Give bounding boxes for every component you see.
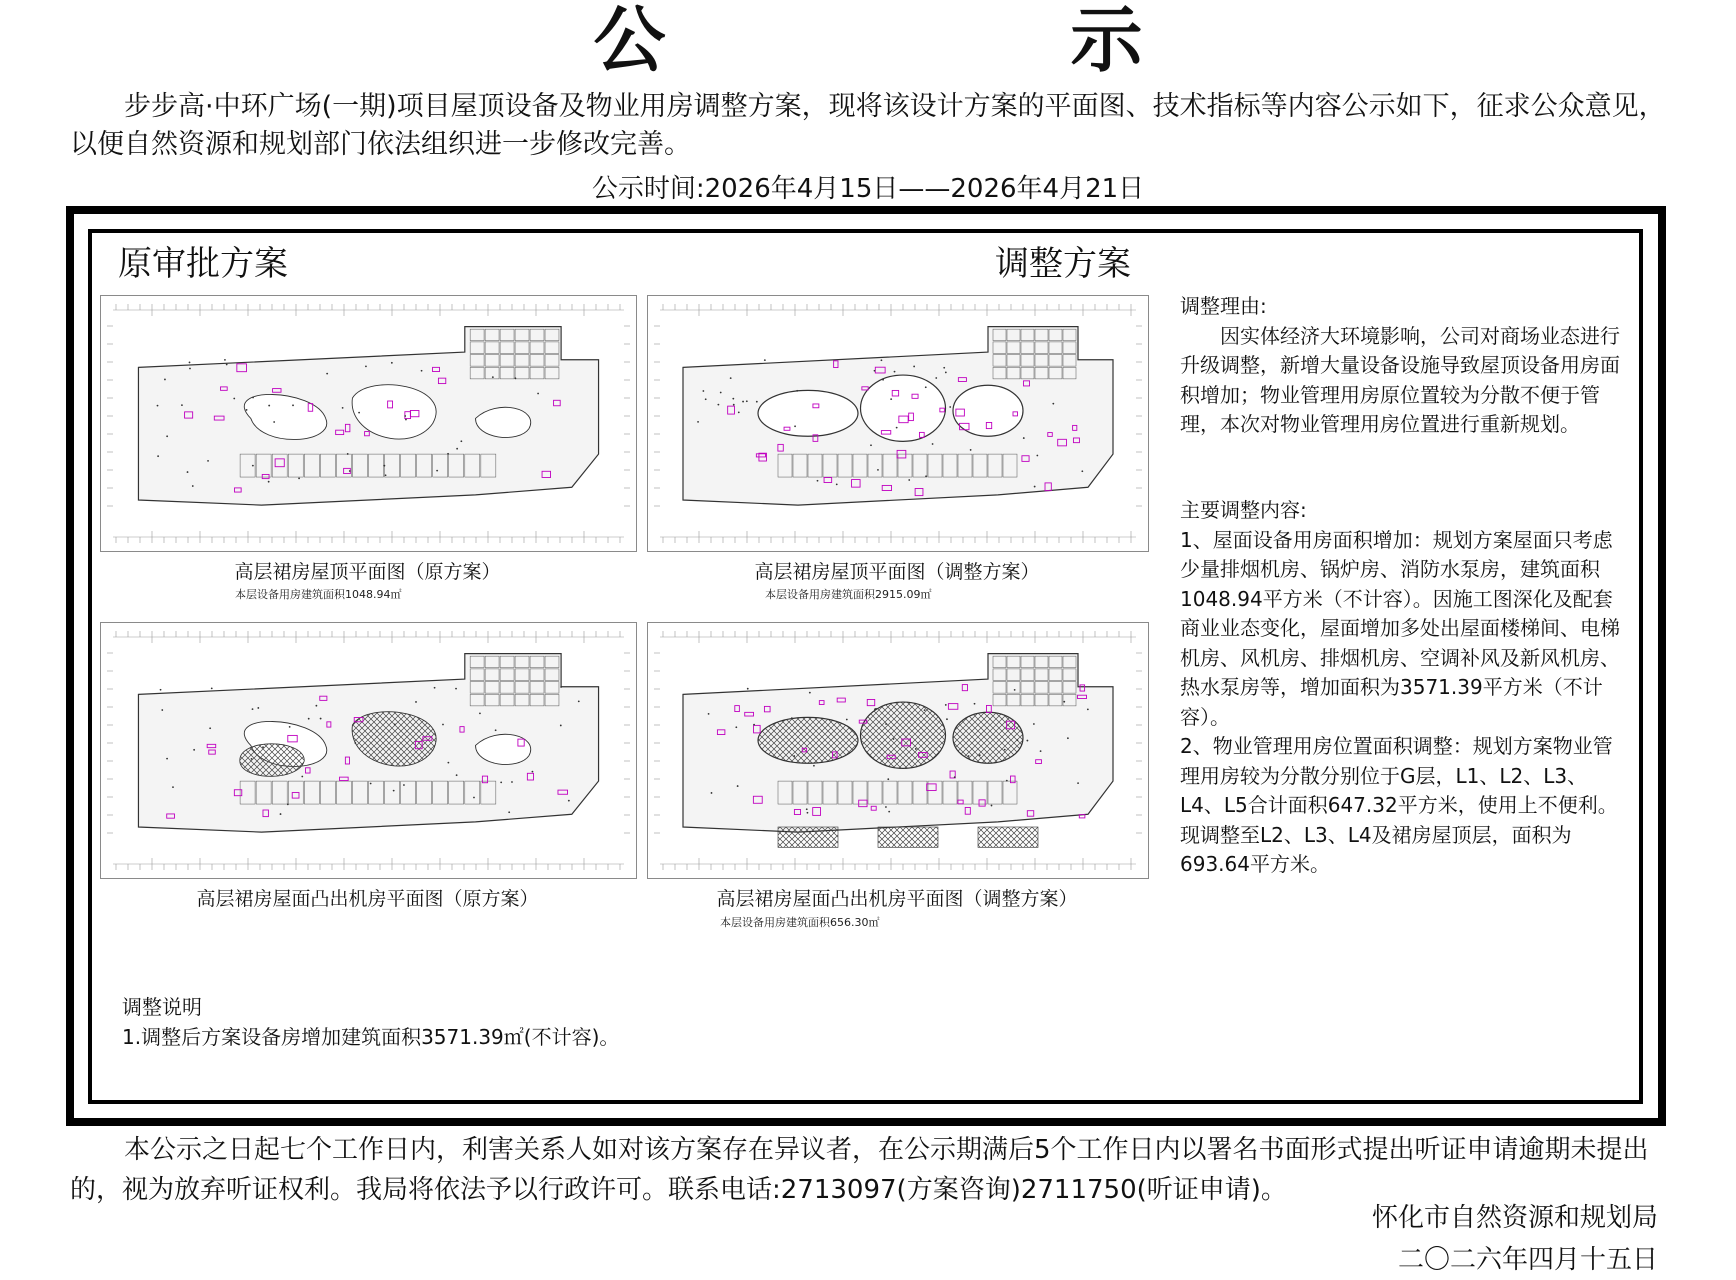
adjusted-plan-heading: 调整方案 [995,244,1131,284]
intro-paragraph: 步步高·中环广场(一期)项目屋顶设备及物业用房调整方案，现将该设计方案的平面图、技术指标等内容公示如下，征求公众意见，以便自然资源和规划部门依法组织进一步修改完善。 [70,91,1666,160]
drawing-machine-room-adjusted [647,622,1149,879]
drawing-subcaption: 本层设备用房建筑面积2915.09㎡ [765,588,932,601]
signature-org: 怀化市自然资源和规划局 [1371,1203,1658,1233]
page-title: 公 示 [593,0,1333,82]
drawing-subcaption: 本层设备用房建筑面积656.30㎡ [720,916,880,929]
main-adjustments [1180,496,1630,880]
adjust-reason [1180,292,1630,440]
adjust-reason-heading: 调整理由: [1180,294,1267,318]
signature-date: 二〇二六年四月十五日 [1397,1245,1658,1275]
drawing-caption: 高层裙房屋顶平面图（调整方案） [754,561,1040,583]
adjust-notes [122,992,1022,1052]
adjust-notes-item: 1.调整后方案设备房增加建筑面积3571.39㎡(不计容)。 [122,1025,620,1049]
main-adjustments-item: 2、物业管理用房位置面积调整：规划方案物业管理用房较为分散分别位于G层，L1、L2、L3、L4、L5合计面积647.32平方米，使用上不便利。现调整至L2、L3、L4及裙房屋顶层，面积为693.64平方米。 [1180,734,1618,876]
drawing-caption: 高层裙房屋面凸出机房平面图（原方案） [196,888,539,910]
notice-period: 公示时间:2026年4月15日——2026年4月21日 [591,174,1145,204]
main-adjustments-item: 1、屋面设备用房面积增加：规划方案屋面只考虑少量排烟机房、锅炉房、消防水泵房，建筑面积1048.94平方米（不计容）。因施工图深化及配套商业业态变化，屋面增加多处出屋面楼梯间、电梯机房、风机房、排烟机房、空调补风及新风机房、热水泵房等，增加面积为3571.39平方米（不计容）。 [1180,527,1620,729]
adjust-reason-body: 因实体经济大环境影响，公司对商场业态进行升级调整，新增大量设备设施导致屋顶设备用房面积增加；物业管理用房原位置较为分散不便于管理，本次对物业管理用房位置进行重新规划。 [1180,323,1620,436]
drawing-machine-room-original [100,622,637,879]
original-plan-heading: 原审批方案 [118,244,288,284]
drawing-caption: 高层裙房屋顶平面图（原方案） [234,561,501,583]
drawing-roof-adjusted [647,295,1149,552]
drawing-subcaption: 本层设备用房建筑面积1048.94㎡ [235,588,402,601]
drawing-caption: 高层裙房屋面凸出机房平面图（调整方案） [716,888,1078,910]
main-adjustments-heading: 主要调整内容: [1180,498,1307,522]
drawing-roof-original [100,295,637,552]
adjust-notes-heading: 调整说明 [122,995,202,1019]
footer-paragraph: 本公示之日起七个工作日内，利害关系人如对该方案存在异议者，在公示期满后5个工作日内以署名书面形式提出听证申请逾期未提出的，视为放弃听证权利。我局将依法予以行政许可。联系电话:2713097(方案咨询)2711750(听证申请)。 [70,1135,1649,1205]
